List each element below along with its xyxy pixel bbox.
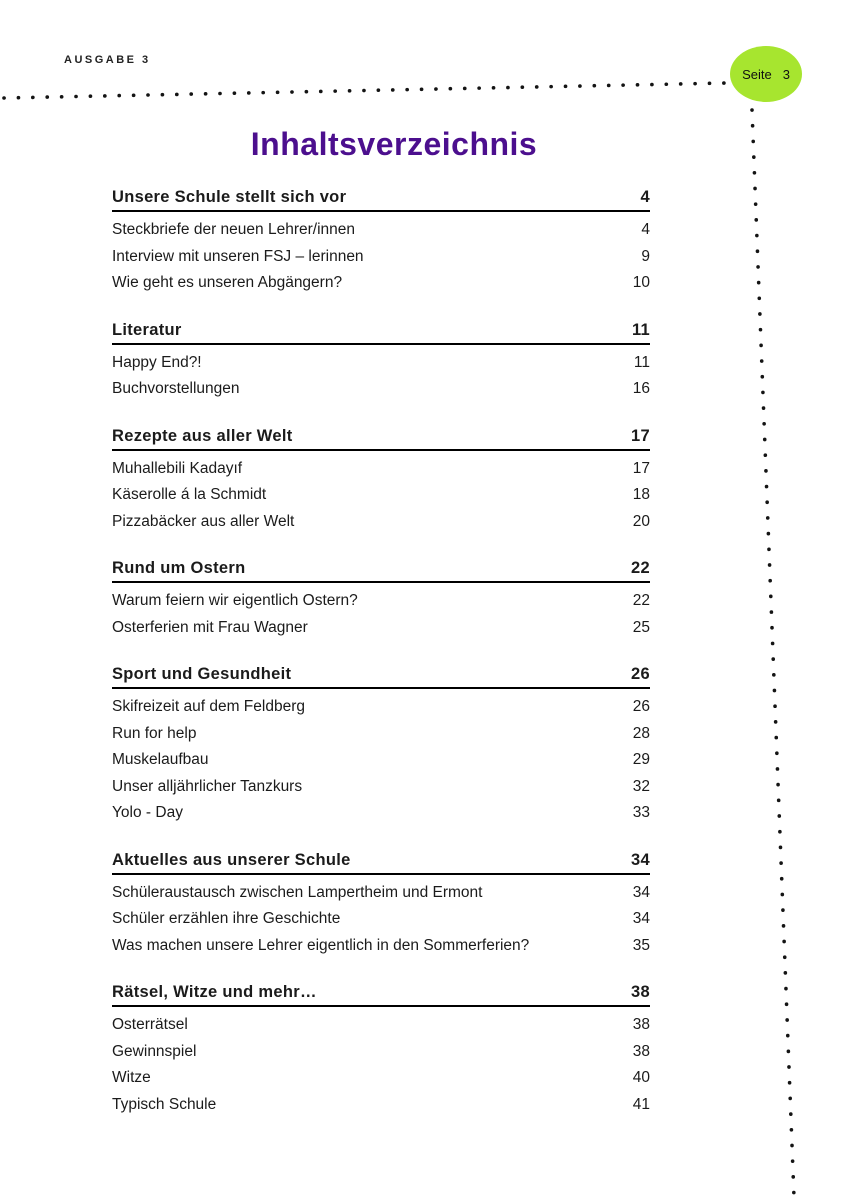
page-title: Inhaltsverzeichnis (250, 126, 538, 162)
toc-item-label: Muskelaufbau (112, 751, 209, 768)
toc-section-title: Unsere Schule stellt sich vor (112, 188, 347, 206)
toc-item-label: Pizzabäcker aus aller Welt (112, 512, 295, 530)
toc-item-label: Interview mit unseren FSJ – lerinnen (112, 247, 364, 265)
toc-item-page: 35 (632, 936, 650, 954)
toc-item (112, 906, 650, 933)
toc-item-label: Steckbriefe der neuen Lehrer/innen (112, 221, 355, 238)
toc-item (112, 588, 650, 615)
toc-section-items (112, 350, 650, 403)
toc-section-heading (112, 559, 650, 583)
toc-item-page: 26 (632, 698, 650, 715)
toc-section-page: 26 (631, 665, 650, 683)
toc-item-label: Run for help (112, 724, 197, 742)
toc-item-page: 18 (632, 486, 650, 503)
toc-section-title: Rätsel, Witze und mehr… (112, 983, 317, 1001)
toc-item (112, 615, 650, 642)
toc-item (112, 774, 650, 801)
toc-item-label: Buchvorstellungen (112, 380, 240, 397)
toc-item-label: Warum feiern wir eigentlich Ostern? (112, 592, 358, 609)
toc-section-page: 34 (631, 850, 650, 869)
toc-item-page: 10 (632, 274, 650, 291)
toc-item (112, 1092, 650, 1119)
toc-item-page: 41 (632, 1095, 650, 1113)
toc-item-page: 25 (632, 618, 650, 636)
toc-section-heading (112, 665, 650, 689)
toc-section-title: Sport und Gesundheit (112, 665, 292, 683)
toc-item-label: Was machen unsere Lehrer eigentlich in den Sommerferien? (112, 936, 530, 954)
toc-section-page: 17 (631, 426, 650, 445)
toc-item-label: Käserolle á la Schmidt (112, 486, 267, 503)
toc-section-title: Rund um Ostern (112, 559, 246, 577)
toc-section-heading (112, 983, 650, 1007)
toc-item-page: 33 (632, 804, 650, 821)
table-of-contents (112, 188, 650, 1142)
dotted-line-right (752, 110, 794, 1197)
toc-item (112, 270, 650, 297)
toc-section-title: Literatur (112, 320, 182, 339)
toc-item-page: 11 (633, 353, 650, 371)
toc-section-heading (112, 427, 650, 451)
toc-item-page: 32 (632, 777, 650, 795)
toc-item (112, 800, 650, 827)
toc-item (112, 482, 650, 509)
toc-section-items (112, 1012, 650, 1118)
toc-section-heading (112, 188, 650, 212)
toc-section (112, 427, 650, 536)
toc-item-label: Osterrätsel (112, 1016, 188, 1033)
toc-item-page: 34 (632, 910, 650, 927)
page-badge (730, 46, 802, 102)
toc-item-label: Witze (112, 1069, 151, 1086)
toc-section-page: 4 (640, 188, 650, 206)
toc-item-page: 17 (632, 459, 650, 477)
toc-item-page: 16 (632, 380, 650, 397)
toc-item (112, 217, 650, 244)
toc-section-page: 38 (631, 983, 650, 1001)
toc-section-title: Aktuelles aus unserer Schule (112, 850, 351, 869)
toc-item-label: Unser alljährlicher Tanzkurs (112, 777, 303, 795)
page-badge-number: 3 (782, 66, 790, 82)
toc-section (112, 851, 650, 960)
toc-section-heading (112, 321, 650, 345)
toc-item (112, 350, 650, 377)
toc-item-label: Skifreizeit auf dem Feldberg (112, 698, 305, 715)
toc-item (112, 1065, 650, 1092)
toc-item-page: 29 (632, 751, 650, 768)
toc-section-items (112, 456, 650, 536)
toc-item (112, 694, 650, 721)
toc-item (112, 933, 650, 960)
toc-section-heading (112, 851, 650, 875)
toc-item-page: 38 (632, 1016, 650, 1033)
toc-item-label: Yolo - Day (112, 804, 183, 821)
toc-section (112, 983, 650, 1118)
toc-item-label: Schüler erzählen ihre Geschichte (112, 910, 341, 927)
dotted-line-top (4, 83, 726, 98)
toc-item-label: Schüleraustausch zwischen Lampertheim und Ermont (112, 883, 483, 901)
toc-item (112, 456, 650, 483)
toc-item-label: Happy End?! (112, 353, 202, 371)
toc-item-page: 20 (632, 512, 650, 530)
toc-section (112, 559, 650, 641)
toc-item-label: Typisch Schule (112, 1095, 217, 1113)
toc-section-items (112, 588, 650, 641)
toc-section (112, 321, 650, 403)
toc-section-items (112, 217, 650, 297)
toc-item-label: Muhallebili Kadayıf (112, 459, 243, 477)
toc-section (112, 665, 650, 827)
toc-item (112, 880, 650, 907)
toc-section-title: Rezepte aus aller Welt (112, 426, 293, 445)
toc-item-page: 28 (632, 724, 650, 742)
toc-item-page: 38 (632, 1042, 650, 1060)
toc-item-page: 9 (641, 247, 650, 265)
toc-section-page: 22 (631, 559, 650, 577)
toc-section (112, 188, 650, 297)
toc-item (112, 1039, 650, 1066)
toc-item (112, 747, 650, 774)
toc-item (112, 376, 650, 403)
page-badge-label: Seite (742, 66, 772, 82)
toc-item-page: 40 (632, 1069, 650, 1086)
toc-item-page: 34 (632, 883, 650, 901)
toc-item-page: 22 (632, 592, 650, 609)
toc-item-label: Wie geht es unseren Abgängern? (112, 274, 343, 291)
toc-section-page: 11 (631, 320, 650, 339)
toc-item-label: Gewinnspiel (112, 1042, 197, 1060)
edition-label: AUSGABE 3 (64, 54, 151, 66)
toc-item (112, 721, 650, 748)
toc-item (112, 509, 650, 536)
toc-item (112, 1012, 650, 1039)
toc-item-page: 4 (641, 221, 650, 238)
toc-section-items (112, 694, 650, 827)
toc-item-label: Osterferien mit Frau Wagner (112, 618, 308, 636)
toc-item (112, 244, 650, 271)
toc-section-items (112, 880, 650, 960)
